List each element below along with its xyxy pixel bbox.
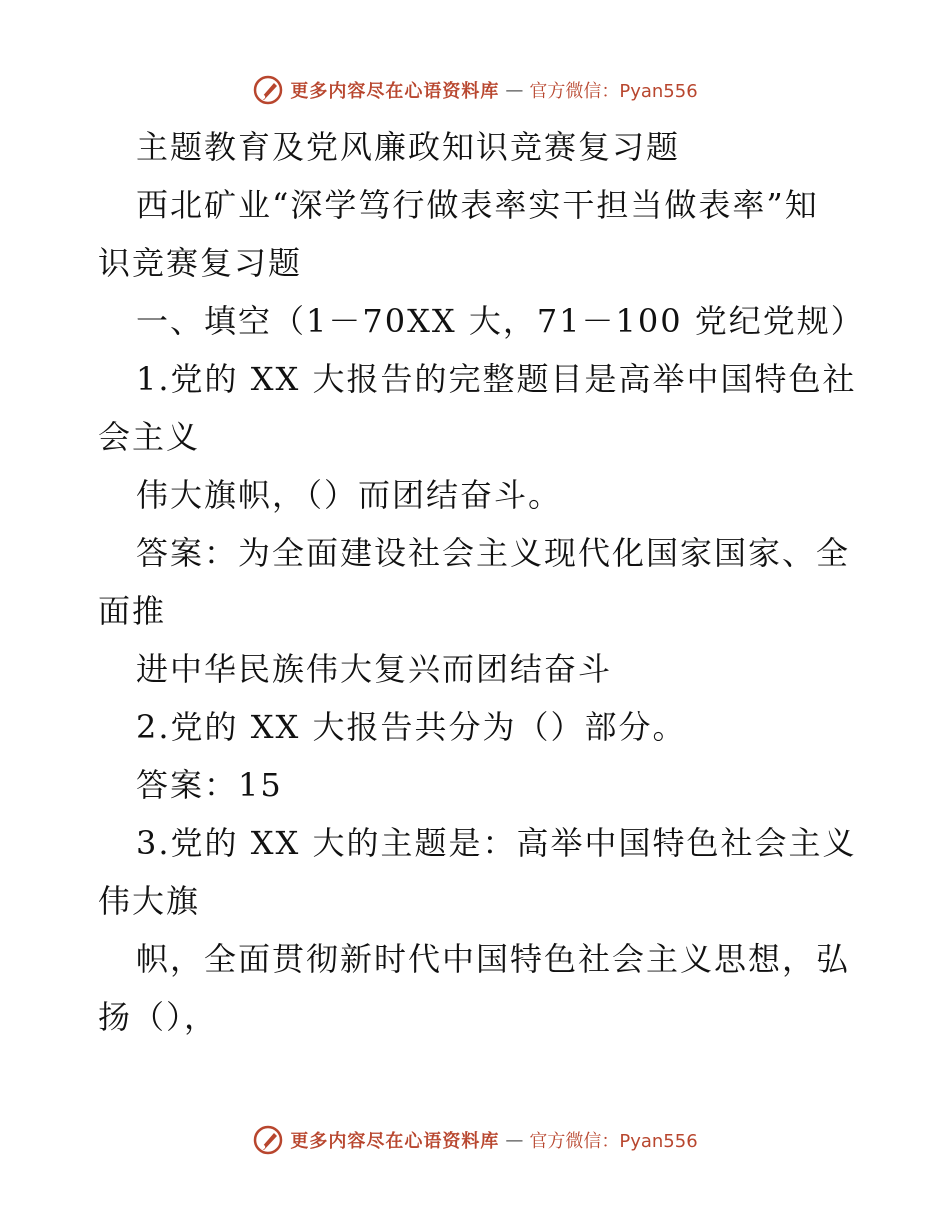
- answer-1-line-1: 答案：为全面建设社会主义现代化国家国家、全: [136, 534, 851, 572]
- question-1-line-1: 1.党的 XX 大报告的完整题目是高举中国特色社: [136, 360, 857, 398]
- question-3-line-3: 帜，全面贯彻新时代中国特色社会主义思想，弘: [136, 940, 851, 978]
- question-1-line-3: 伟大旗帜，（）而团结奋斗。: [136, 476, 563, 514]
- doc-subtitle-line-2: 识竞赛复习题: [98, 244, 303, 282]
- quill-logo-icon: [252, 74, 284, 106]
- section-heading: 一、填空（1－70XX 大，71－100 党纪党规）: [136, 302, 865, 340]
- doc-title: 主题教育及党风廉政知识竞赛复习题: [136, 128, 681, 166]
- answer-1-line-2: 面推: [98, 592, 167, 630]
- answer-2: 答案：15: [136, 766, 283, 804]
- question-1-line-2: 会主义: [98, 418, 201, 456]
- watermark-site-text: 更多内容尽在心语资料库: [290, 81, 500, 102]
- question-2: 2.党的 XX 大报告共分为（）部分。: [136, 708, 687, 746]
- watermark-separator: —: [505, 1129, 524, 1151]
- header-watermark: [0, 72, 950, 108]
- quill-logo-icon: [252, 1124, 284, 1156]
- footer-watermark: [0, 1122, 950, 1158]
- question-3-line-1: 3.党的 XX 大的主题是：高举中国特色社会主义: [136, 824, 857, 862]
- watermark-brand-text: 官方微信：Pyan556: [529, 81, 698, 102]
- watermark-separator: —: [505, 79, 524, 101]
- doc-subtitle-line-1: 西北矿业“深学笃行做表率实干担当做表率”知: [136, 186, 819, 224]
- watermark-brand-text: 官方微信：Pyan556: [529, 1131, 698, 1152]
- answer-1-line-3: 进中华民族伟大复兴而团结奋斗: [136, 650, 613, 688]
- watermark-site-text: 更多内容尽在心语资料库: [290, 1131, 500, 1152]
- document-body: [98, 118, 865, 1046]
- question-3-line-2: 伟大旗: [98, 882, 201, 920]
- question-3-line-4: 扬（），: [98, 998, 219, 1036]
